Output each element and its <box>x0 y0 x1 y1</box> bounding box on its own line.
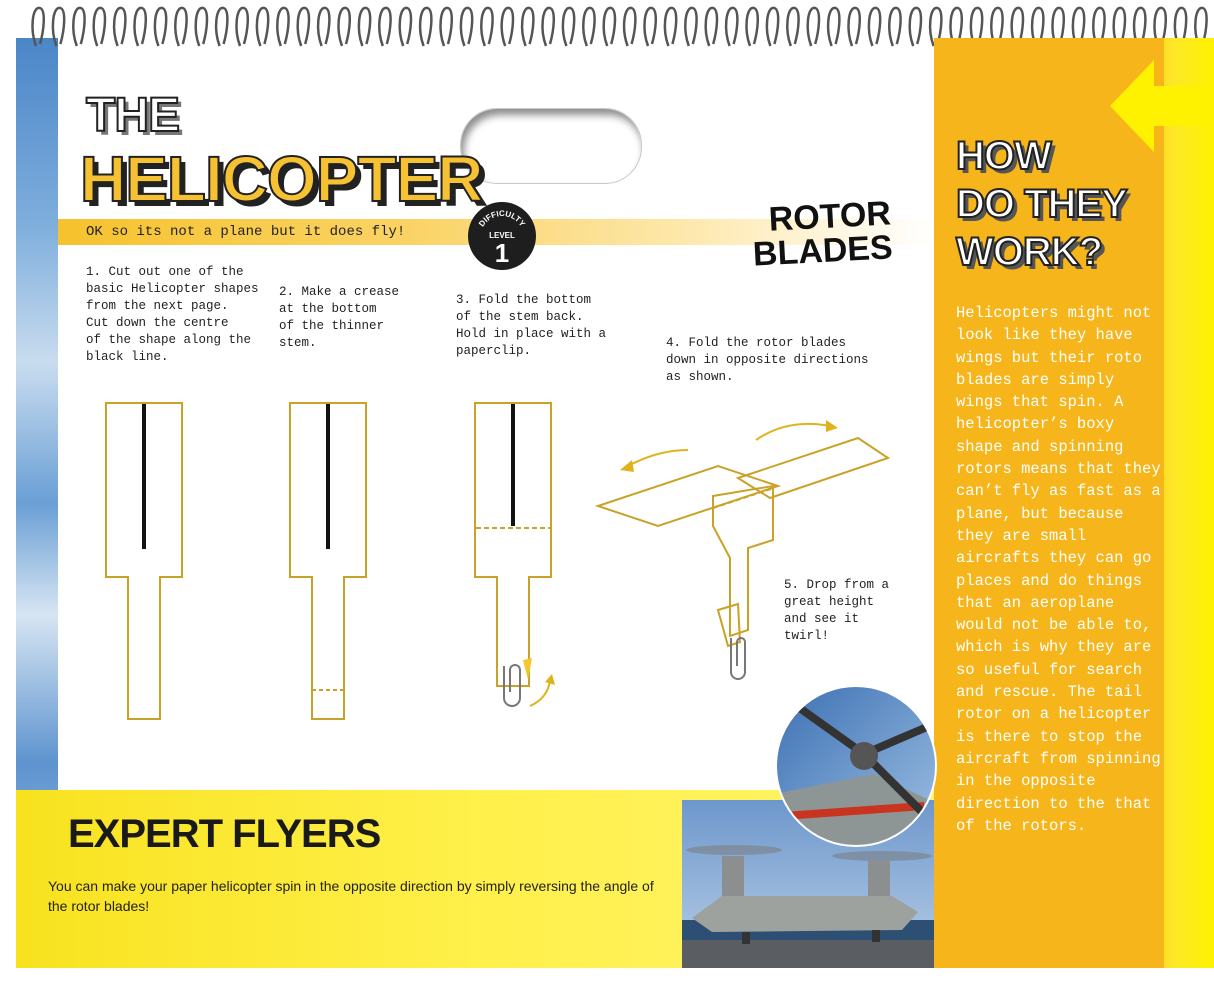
spiral-ring <box>441 8 452 46</box>
spiral-ring <box>828 8 839 46</box>
spiral-ring <box>135 8 146 46</box>
spiral-ring <box>237 8 248 46</box>
spiral-ring <box>522 8 533 46</box>
spiral-ring <box>685 8 696 46</box>
sidebar-title-line1: HOW <box>956 134 1051 178</box>
spiral-ring <box>604 8 615 46</box>
rotor-hub-photo <box>774 684 938 848</box>
spiral-ring <box>645 8 656 46</box>
tagline: OK so its not a plane but it does fly! <box>86 224 406 240</box>
carry-handle-cutout <box>460 108 642 184</box>
spiral-ring <box>808 8 819 46</box>
spiral-ring <box>889 8 900 46</box>
step-4: 4. Fold the rotor blades down in opposite directions as shown. <box>666 336 869 384</box>
spiral-ring <box>359 8 370 46</box>
spiral-ring <box>94 8 105 46</box>
spiral-ring <box>461 8 472 46</box>
spiral-ring <box>787 8 798 46</box>
step-5: 5. Drop from a great height and see it twirl! <box>784 578 890 643</box>
spiral-ring <box>502 8 513 46</box>
spiral-ring <box>563 8 574 46</box>
spiral-ring <box>53 8 64 46</box>
spiral-ring <box>767 8 778 46</box>
diagram-rotor-blade-left <box>598 466 778 526</box>
spiral-ring <box>379 8 390 46</box>
spiral-ring <box>747 8 758 46</box>
spiral-ring <box>869 8 880 46</box>
difficulty-label-bottom: LEVEL <box>489 231 515 240</box>
step-2: 2. Make a crease at the bottom of the thinner stem. <box>279 285 400 350</box>
spiral-ring <box>155 8 166 46</box>
difficulty-badge <box>466 200 538 272</box>
page-title-line2: HELICOPTER <box>80 143 483 215</box>
sidebar-body: Helicopters might not look like they have wings but their roto blades are simply wings that spin. A helicopter’s boxy shape and spinning rotors means that they can’t fly as fast as a plane, but because they are small aircrafts they can go places and do things that an aeroplane would not be able to, which is why they are so useful for search and rescue. The tail rotor on a helicopter is there to stop the aircraft from spinning in the opposite direction to the that of the rotors. <box>956 304 1161 835</box>
sidebar-title-line2: DO THEY <box>956 182 1127 226</box>
spiral-ring <box>196 8 207 46</box>
diagram-rotor-body <box>713 486 773 636</box>
difficulty-value: 1 <box>494 238 510 268</box>
section-heading-line1: ROTOR <box>767 194 892 239</box>
spiral-ring <box>583 8 594 46</box>
spiral-ring <box>665 8 676 46</box>
spiral-ring <box>339 8 350 46</box>
spiral-ring <box>114 8 125 46</box>
fold-arrow-3-icon <box>530 680 550 706</box>
spiral-ring <box>257 8 268 46</box>
sidebar-title-line3: WORK? <box>956 230 1103 274</box>
expert-text: You can make your paper helicopter spin in the opposite direction by simply reversing the angle of the rotor blades! <box>48 878 654 914</box>
difficulty-label-top: DIFFICULTY <box>477 208 527 229</box>
spiral-ring <box>849 8 860 46</box>
spiral-ring <box>910 8 921 46</box>
rotate-arrow-right-icon <box>756 424 830 440</box>
section-heading <box>750 194 894 274</box>
spiral-ring <box>624 8 635 46</box>
page-title-line1: THE <box>86 89 179 142</box>
section-heading-line2: BLADES <box>751 228 894 274</box>
spiral-ring <box>73 8 84 46</box>
spiral-ring <box>175 8 186 46</box>
spiral-ring <box>216 8 227 46</box>
step-3: 3. Fold the bottom of the stem back. Hold in place with a paperclip. <box>456 293 607 358</box>
spiral-ring <box>706 8 717 46</box>
rotate-arrow-left-icon <box>628 450 688 466</box>
spiral-ring <box>400 8 411 46</box>
expert-heading: EXPERT FLYERS <box>68 812 381 856</box>
spiral-ring <box>481 8 492 46</box>
spiral-ring <box>543 8 554 46</box>
sidebar-title <box>956 132 1127 276</box>
spiral-ring <box>277 8 288 46</box>
spiral-ring <box>298 8 309 46</box>
fold-tab-3 <box>523 658 532 680</box>
spiral-ring <box>726 8 737 46</box>
spiral-ring <box>318 8 329 46</box>
spiral-ring <box>33 8 44 46</box>
step-1: 1. Cut out one of the basic Helicopter shapes from the next page. Cut down the centre of the shape along the black line. <box>86 265 259 364</box>
spiral-ring <box>420 8 431 46</box>
